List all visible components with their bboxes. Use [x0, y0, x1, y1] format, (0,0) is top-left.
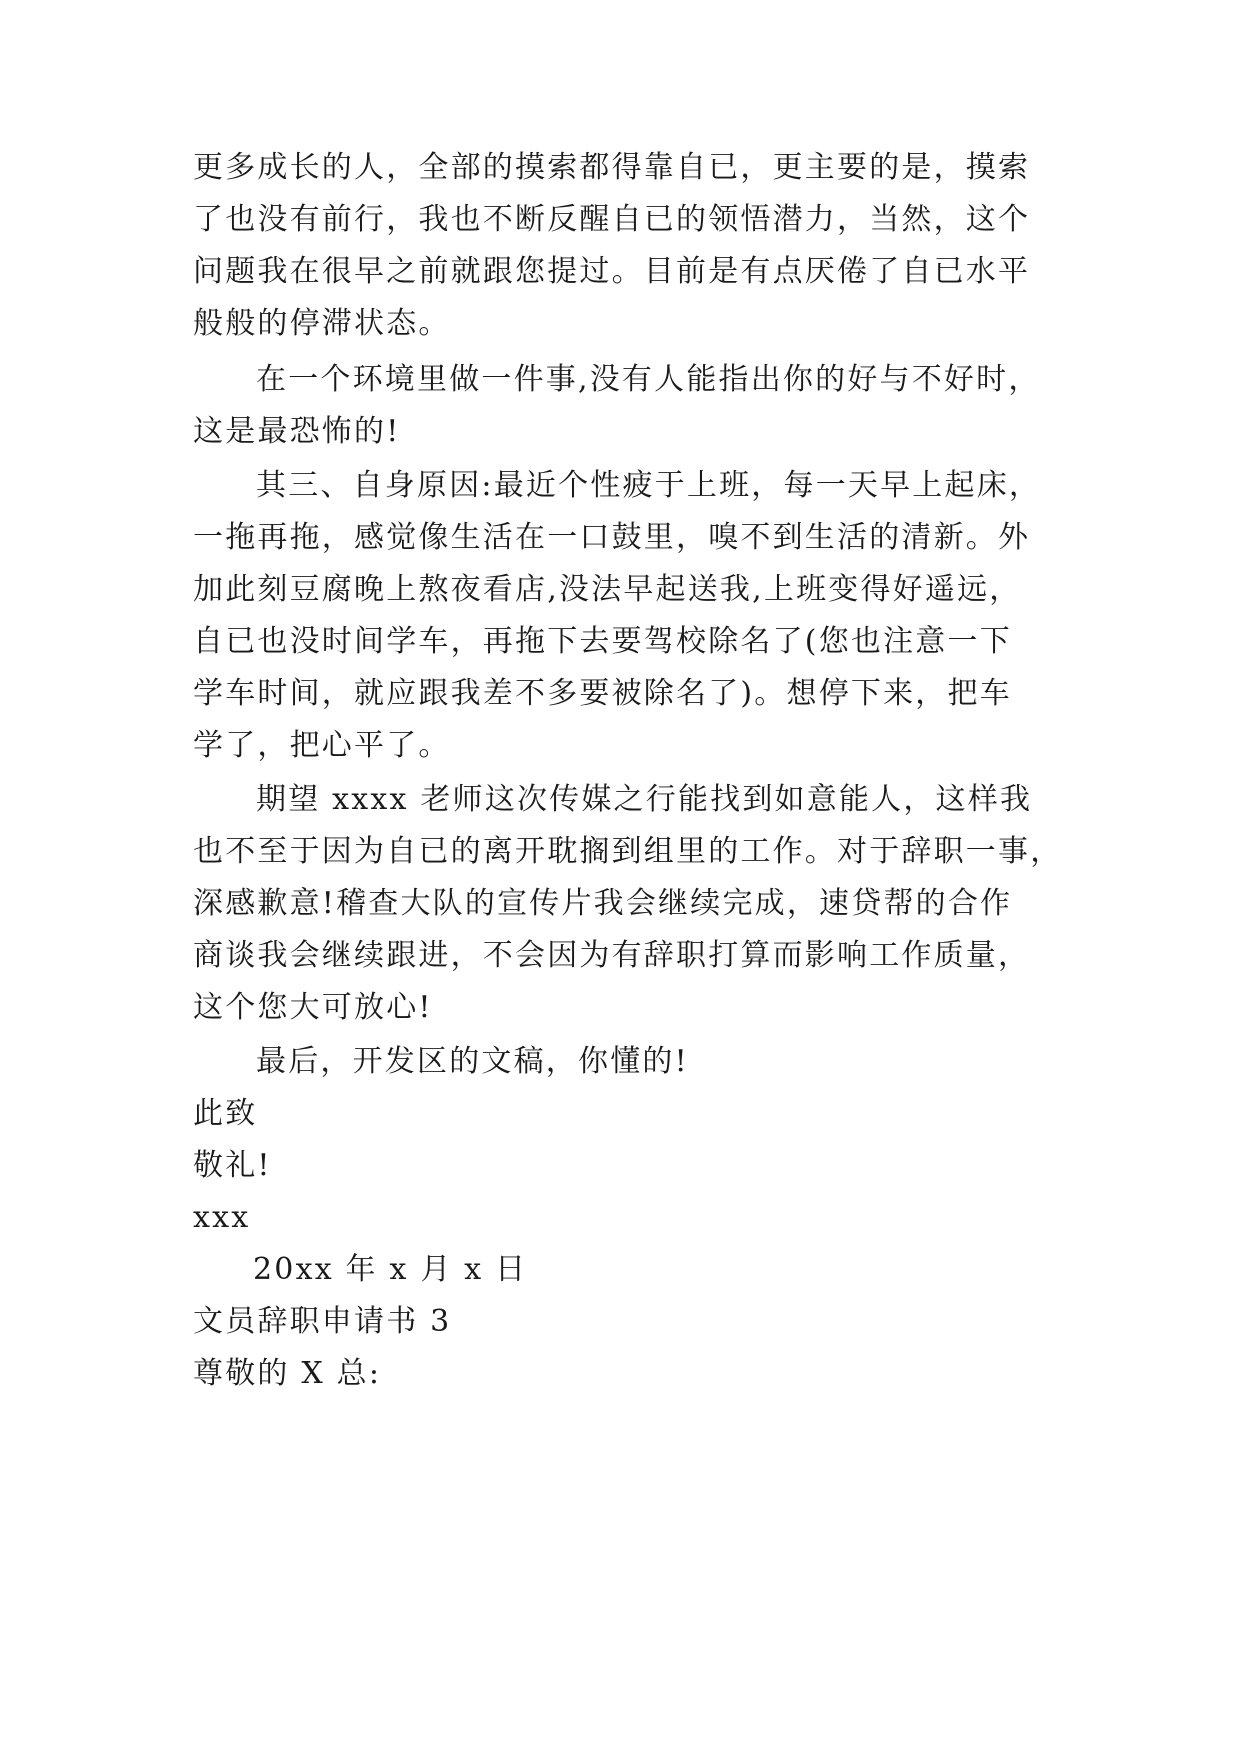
paragraph-3-line-6: 学了，把心平了。	[193, 728, 451, 763]
paragraph-3-line-1: 其三、自身原因:最近个性疲于上班，每一天早上起床，	[256, 468, 1042, 503]
closing-line-1: 此致	[193, 1096, 258, 1131]
closing-line-2: 敬礼!	[193, 1148, 272, 1183]
paragraph-3-line-5: 学车时间，就应跟我差不多要被除名了)。想停下来，把车	[193, 676, 1012, 711]
paragraph-4-line-5: 这个您大可放心!	[193, 990, 433, 1025]
paragraph-1-line-4: 般般的停滞状态。	[193, 306, 451, 341]
paragraph-5: 最后，开发区的文稿，你懂的!	[256, 1044, 689, 1079]
paragraph-2-line-2: 这是最恐怖的!	[193, 414, 401, 449]
paragraph-4-line-1: 期望 xxxx 老师这次传媒之行能找到如意能人，这样我	[256, 782, 1033, 817]
next-document-title: 文员辞职申请书 3	[193, 1304, 452, 1339]
next-document-salutation: 尊敬的 X 总:	[193, 1356, 382, 1391]
paragraph-3-line-2: 一拖再拖，感觉像生活在一口鼓里，嗅不到生活的清新。外	[193, 520, 1031, 555]
paragraph-4-line-3: 深感歉意!稽查大队的宣传片我会继续完成，速贷帮的合作	[193, 886, 1013, 921]
paragraph-1-line-1: 更多成长的人，全部的摸索都得靠自已，更主要的是，摸索	[193, 150, 1031, 185]
paragraph-1-line-3: 问题我在很早之前就跟您提过。目前是有点厌倦了自已水平	[193, 254, 1031, 289]
date: 20xx 年 x 月 x 日	[253, 1252, 528, 1287]
paragraph-4-line-2: 也不至于因为自已的离开耽搁到组里的工作。对于辞职一事，	[193, 834, 1063, 869]
paragraph-2-line-1: 在一个环境里做一件事,没有人能指出你的好与不好时，	[256, 362, 1041, 397]
paragraph-3-line-3: 加此刻豆腐晚上熬夜看店,没法早起送我,上班变得好遥远，	[193, 572, 1022, 607]
paragraph-1-line-2: 了也没有前行，我也不断反醒自已的领悟潜力，当然，这个	[193, 202, 1031, 237]
signature: xxx	[193, 1200, 251, 1235]
paragraph-3-line-4: 自已也没时间学车，再拖下去要驾校除名了(您也注意一下	[193, 624, 1012, 659]
paragraph-4-line-4: 商谈我会继续跟进，不会因为有辞职打算而影响工作质量，	[193, 938, 1031, 973]
